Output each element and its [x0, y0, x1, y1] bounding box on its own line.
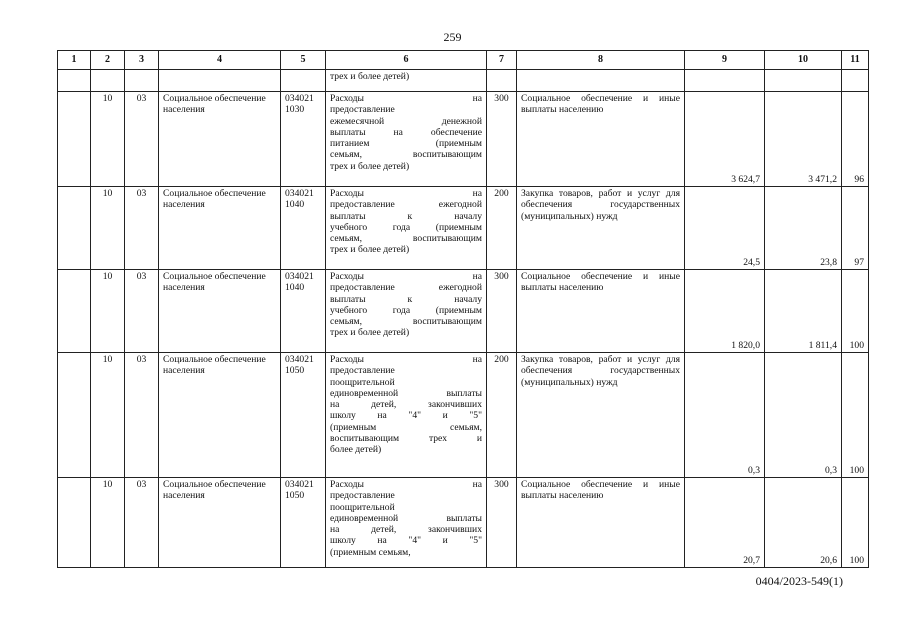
cell-empty [58, 187, 91, 270]
expense-name: Расходы на предоставление поощрительной единовременной выплаты на детей, закончивших школу на "4" и "5" (приемным семьям, [326, 478, 487, 568]
planned-amount: 1 820,0 [685, 270, 765, 353]
target-article-code: 034021 1030 [281, 92, 326, 187]
execution-percent: 96 [842, 92, 869, 187]
execution-percent: 100 [842, 270, 869, 353]
execution-percent: 100 [842, 353, 869, 478]
header-cell-10: 10 [765, 51, 842, 70]
cell [842, 70, 869, 92]
expense-type-name: Социальное обеспечение и иные выплаты населению [517, 270, 685, 353]
continuation-text: трех и более детей) [326, 70, 487, 92]
executed-amount: 20,6 [765, 478, 842, 568]
table-row [58, 92, 869, 187]
header-cell-4: 4 [159, 51, 281, 70]
section-code: 10 [91, 353, 125, 478]
section-code: 10 [91, 187, 125, 270]
subsection-code: 03 [125, 92, 159, 187]
expense-type-name: Социальное обеспечение и иные выплаты населению [517, 478, 685, 568]
table-row [58, 270, 869, 353]
expense-type-code: 300 [487, 478, 517, 568]
cell [517, 70, 685, 92]
subsection-code: 03 [125, 187, 159, 270]
expense-type-code: 200 [487, 353, 517, 478]
header-cell-5: 5 [281, 51, 326, 70]
header-cell-11: 11 [842, 51, 869, 70]
cell [125, 70, 159, 92]
section-code: 10 [91, 92, 125, 187]
expense-name: Расходы на предоставление поощрительной единовременной выплаты на детей, закончивших школу на "4" и "5" (приемным семьям, воспитывающим трех и более детей) [326, 353, 487, 478]
budget-table [57, 50, 869, 568]
header-cell-7: 7 [487, 51, 517, 70]
cell-empty [58, 478, 91, 568]
executed-amount: 3 471,2 [765, 92, 842, 187]
executed-amount: 1 811,4 [765, 270, 842, 353]
header-cell-3: 3 [125, 51, 159, 70]
planned-amount: 0,3 [685, 353, 765, 478]
subsection-code: 03 [125, 353, 159, 478]
cell-empty [58, 92, 91, 187]
planned-amount: 20,7 [685, 478, 765, 568]
cell [58, 70, 91, 92]
subsection-code: 03 [125, 270, 159, 353]
page-number: 259 [443, 30, 462, 44]
planned-amount: 24,5 [685, 187, 765, 270]
table-row [58, 187, 869, 270]
cell [91, 70, 125, 92]
subsection-code: 03 [125, 478, 159, 568]
header-cell-8: 8 [517, 51, 685, 70]
section-code: 10 [91, 270, 125, 353]
header-cell-9: 9 [685, 51, 765, 70]
cell [765, 70, 842, 92]
table-row [58, 478, 869, 568]
document-code: 0404/2023-549(1) [755, 574, 843, 588]
target-article-code: 034021 1040 [281, 187, 326, 270]
section-name: Социальное обеспечение населения [159, 92, 281, 187]
section-code: 10 [91, 478, 125, 568]
cell-empty [58, 270, 91, 353]
cell [159, 70, 281, 92]
expense-type-code: 300 [487, 92, 517, 187]
executed-amount: 0,3 [765, 353, 842, 478]
cell [487, 70, 517, 92]
planned-amount: 3 624,7 [685, 92, 765, 187]
target-article-code: 034021 1040 [281, 270, 326, 353]
header-cell-1: 1 [58, 51, 91, 70]
continuation-row [58, 70, 869, 92]
section-name: Социальное обеспечение населения [159, 353, 281, 478]
execution-percent: 100 [842, 478, 869, 568]
cell [281, 70, 326, 92]
expense-name: Расходы на предоставление ежемесячной денежной выплаты на обеспечение питанием (приемным семьям, воспитывающим трех и более детей) [326, 92, 487, 187]
section-name: Социальное обеспечение населения [159, 187, 281, 270]
section-name: Социальное обеспечение населения [159, 270, 281, 353]
execution-percent: 97 [842, 187, 869, 270]
expense-name: Расходы на предоставление ежегодной выплаты к началу учебного года (приемным семьям, воспитывающим трех и более детей) [326, 187, 487, 270]
header-cell-6: 6 [326, 51, 487, 70]
expense-type-name: Закупка товаров, работ и услуг для обеспечения государственных (муниципальных) нужд [517, 353, 685, 478]
table-row [58, 353, 869, 478]
expense-type-name: Социальное обеспечение и иные выплаты населению [517, 92, 685, 187]
section-name: Социальное обеспечение населения [159, 478, 281, 568]
expense-name: Расходы на предоставление ежегодной выплаты к началу учебного года (приемным семьям, воспитывающим трех и более детей) [326, 270, 487, 353]
target-article-code: 034021 1050 [281, 353, 326, 478]
target-article-code: 034021 1050 [281, 478, 326, 568]
cell [685, 70, 765, 92]
expense-type-name: Закупка товаров, работ и услуг для обеспечения государственных (муниципальных) нужд [517, 187, 685, 270]
executed-amount: 23,8 [765, 187, 842, 270]
cell-empty [58, 353, 91, 478]
expense-type-code: 200 [487, 187, 517, 270]
expense-type-code: 300 [487, 270, 517, 353]
header-row [58, 51, 869, 70]
header-cell-2: 2 [91, 51, 125, 70]
